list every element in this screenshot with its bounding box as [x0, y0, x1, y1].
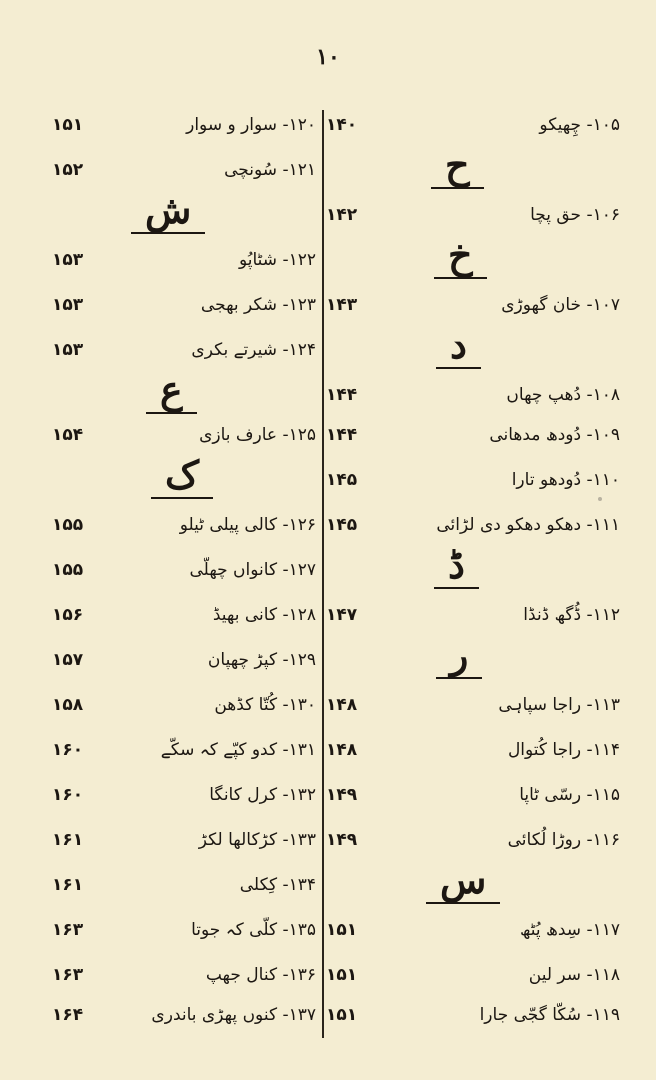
index-entry: ۱۳۳- کڑکالھا لکڑ — [198, 830, 316, 850]
index-entry: ۱۲۸- کانی بھیڈ — [212, 605, 316, 625]
section-letter: خ — [448, 232, 473, 277]
index-entry: ۱۱۰- دُودھو تارا — [511, 470, 620, 490]
page-reference: ۱۶۳ — [52, 965, 84, 985]
section-letter-header — [450, 323, 467, 367]
page-reference: ۱۴۷ — [326, 605, 358, 625]
section-underline — [431, 187, 484, 189]
index-entry: ۱۳۴- کِکلی — [239, 875, 316, 895]
section-underline — [434, 587, 479, 589]
index-entry: ۱۲۰- سوار و سوار — [186, 115, 316, 135]
section-letter: د — [450, 322, 467, 367]
page-reference: ۱۴۳ — [326, 295, 358, 315]
index-entry: ۱۲۴- شیرتے بکری — [191, 340, 316, 360]
section-underline — [131, 232, 205, 234]
index-entry: ۱۱۱- دھکو دھکو دی لڑائی — [436, 515, 620, 535]
section-letter-header — [450, 633, 468, 677]
page-reference: ۱۵۱ — [326, 1005, 358, 1025]
section-letter: ر — [450, 632, 469, 677]
section-letter: ع — [160, 367, 183, 412]
page-reference: ۱۴۴ — [326, 425, 358, 445]
page-reference: ۱۴۴ — [326, 385, 358, 405]
page-reference: ۱۶۳ — [52, 920, 84, 940]
index-entry: ۱۱۳- راجا سپاہی — [498, 695, 620, 715]
index-entry: ۱۲۲- شٹاپُو — [238, 250, 316, 270]
page-reference: ۱۵۵ — [52, 560, 84, 580]
page-reference: ۱۵۱ — [326, 920, 358, 940]
page-reference: ۱۶۴ — [52, 1005, 84, 1025]
page-reference: ۱۴۵ — [326, 470, 358, 490]
index-entry: ۱۲۶- کالی پیلی ٹیلو — [179, 515, 316, 535]
index-entry: ۱۱۸- سر لین — [528, 965, 620, 985]
section-underline — [434, 277, 487, 279]
page-reference: ۱۶۰ — [52, 785, 84, 805]
index-entry: ۱۱۷- سِدھ پُٹھ — [520, 920, 620, 940]
section-letter-header — [445, 143, 470, 187]
section-underline — [146, 412, 197, 414]
section-underline — [151, 497, 213, 499]
index-entry: ۱۲۵- عارف بازی — [199, 425, 316, 445]
index-entry: ۱۳۰- کُتّا کڈھن — [214, 695, 316, 715]
page-reference: ۱۴۵ — [326, 515, 358, 535]
page-reference: ۱۴۰ — [326, 115, 358, 135]
index-entry: ۱۳۵- کلّی کہ جوتا — [191, 920, 316, 940]
index-entry: ۱۳۲- کرل کانگا — [209, 785, 316, 805]
page-reference: ۱۵۱ — [52, 115, 84, 135]
page-reference: ۱۵۳ — [52, 250, 84, 270]
section-underline — [436, 367, 481, 369]
section-letter-header — [440, 858, 486, 902]
page-number: ۱۰ — [316, 44, 340, 70]
page-reference: ۱۵۲ — [52, 160, 84, 180]
index-entry: ۱۰۶- حق پچا — [530, 205, 620, 225]
index-entry: ۱۱۴- راجا کُتوال — [507, 740, 620, 760]
index-entry: ۱۰۵- چِھیکو — [539, 115, 620, 135]
section-letter: ک — [165, 452, 200, 497]
page-reference: ۱۵۸ — [52, 695, 84, 715]
page-reference: ۱۶۱ — [52, 830, 84, 850]
index-entry: ۱۲۷- کانواں چھلّی — [189, 560, 316, 580]
page-reference: ۱۶۰ — [52, 740, 84, 760]
page-reference: ۱۵۵ — [52, 515, 84, 535]
page-reference: ۱۴۹ — [326, 830, 358, 850]
section-letter-header — [160, 368, 183, 412]
page-reference: ۱۴۲ — [326, 205, 358, 225]
section-letter-header — [165, 453, 199, 497]
index-entry: ۱۱۹- سُکّا گجّی جارا — [479, 1005, 620, 1025]
section-underline — [436, 677, 482, 679]
index-entry: ۱۱۵- رسّی ٹاپا — [519, 785, 620, 805]
index-entry: ۱۰۸- دُھپ چھاں — [506, 385, 620, 405]
page-reference: ۱۵۱ — [326, 965, 358, 985]
index-entry: ۱۰۹- دُودھ مدھانی — [489, 425, 620, 445]
paper-smudge — [598, 497, 602, 501]
index-entry: ۱۲۱- سُونچی — [224, 160, 316, 180]
index-entry: ۱۲۹- کپڑ چھپان — [207, 650, 316, 670]
index-entry: ۱۰۷- خان گھوڑی — [501, 295, 620, 315]
page-reference: ۱۴۹ — [326, 785, 358, 805]
column-divider — [322, 110, 324, 1038]
section-letter-header — [448, 233, 473, 277]
section-letter-header — [145, 188, 191, 232]
index-entry: ۱۳۶- کنال جھپ — [205, 965, 316, 985]
section-letter-header — [448, 543, 465, 587]
page-reference: ۱۴۸ — [326, 740, 358, 760]
page-reference: ۱۶۱ — [52, 875, 84, 895]
index-entry: ۱۱۲- ڈُگھ ڈنڈا — [523, 605, 620, 625]
page-reference: ۱۵۳ — [52, 340, 84, 360]
section-letter: ح — [445, 142, 470, 187]
index-entry: ۱۳۷- کنوں پھڑی باندری — [151, 1005, 316, 1025]
page-reference: ۱۴۸ — [326, 695, 358, 715]
index-entry: ۱۲۳- شکر بھجی — [200, 295, 316, 315]
section-underline — [426, 902, 500, 904]
section-letter: س — [440, 857, 487, 902]
index-entry: ۱۱۶- روڑا لُکائی — [507, 830, 620, 850]
section-letter: ش — [145, 187, 192, 232]
page-reference: ۱۵۶ — [52, 605, 84, 625]
page-reference: ۱۵۷ — [52, 650, 84, 670]
section-letter: ڈ — [448, 542, 465, 587]
index-entry: ۱۳۱- کدو کپّے کہ سکّے — [160, 740, 316, 760]
page-reference: ۱۵۴ — [52, 425, 84, 445]
page-reference: ۱۵۳ — [52, 295, 84, 315]
